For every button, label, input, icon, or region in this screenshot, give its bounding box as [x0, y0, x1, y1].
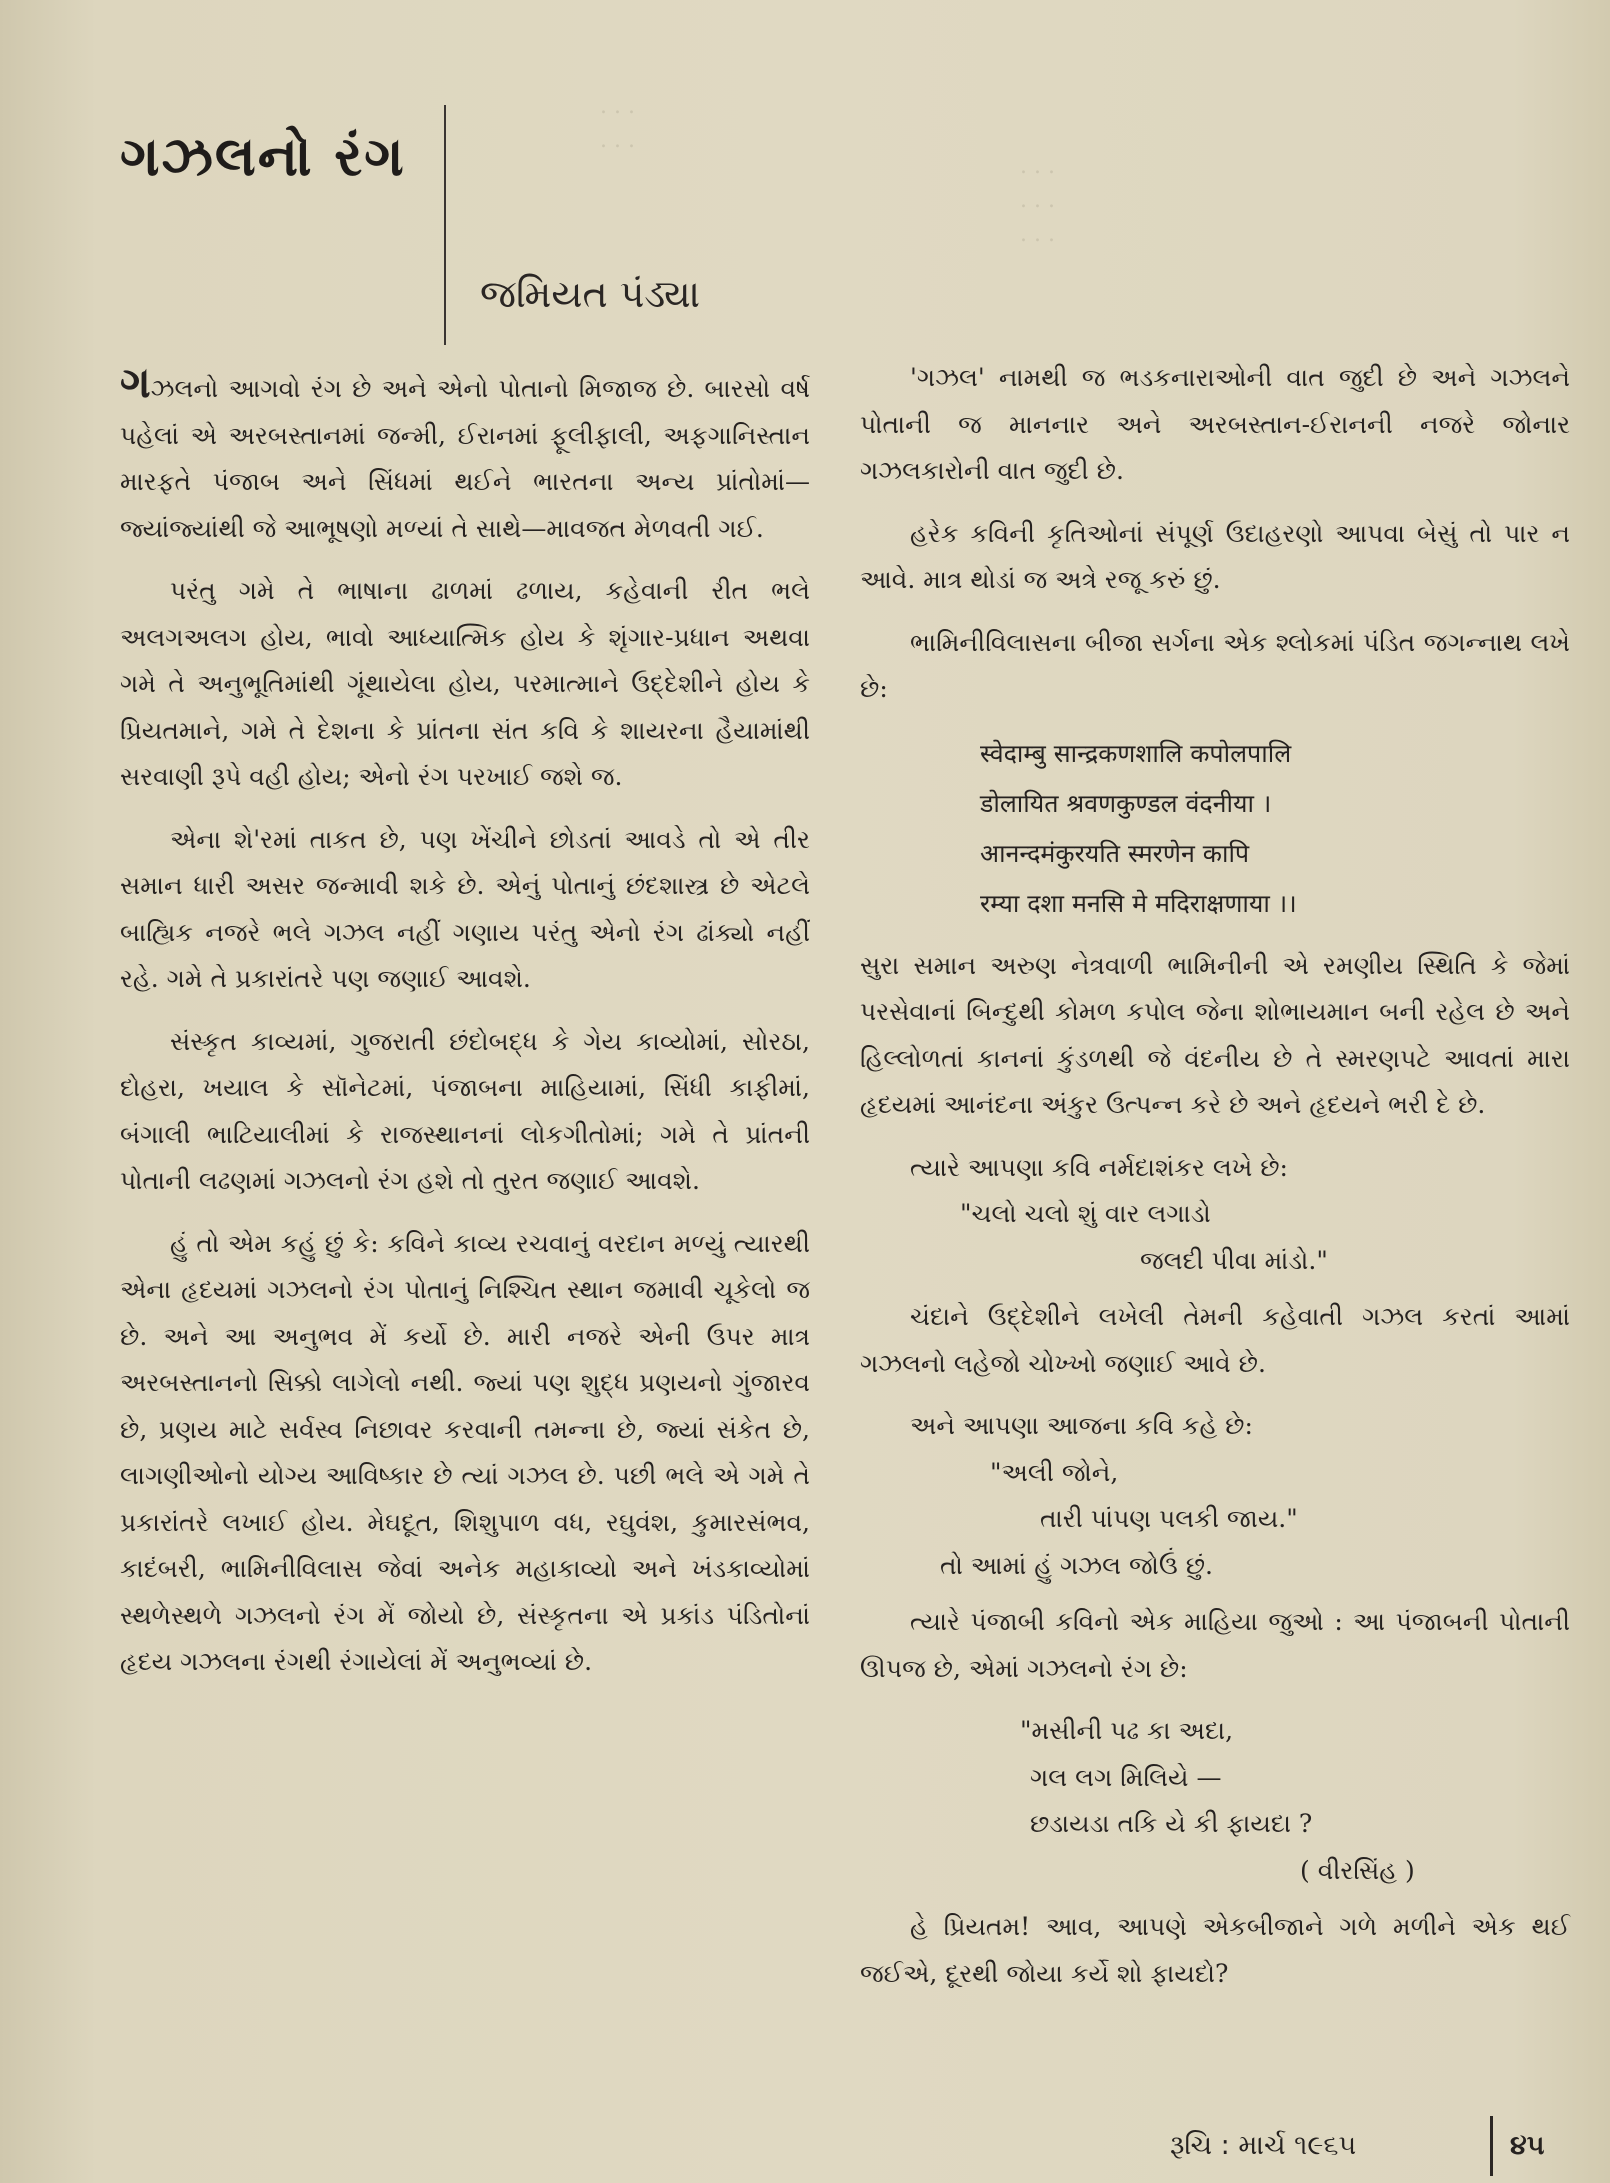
paragraph: 'ગઝલ' નામથી જ ભડકનારાઓની વાત જુદી છે અને ગઝલને પોતાની જ માનનાર અને અરબસ્તાન-ઈરાનની નજરે જોનાર ગઝલકારોની વાત જુદી છે. — [860, 363, 1570, 485]
poem-intro: અને આપણા આજના કવિ કહે છે: — [910, 1411, 1253, 1440]
paragraph: સુરા સમાન અરુણ નેત્રવાળી ભામિનીની એ રમણીય સ્થિતિ કે જેમાં પરસેવાનાં બિન્દુથી કોમળ કપોલ જેના શોભાયમાન બની રહેલ છે અને હિલ્લોળતાં કાનનાં કુંડળથી જે વંદનીય છે તે સ્મરણપટે આવતાં મારા હૃદયમાં આનંદના અંકુર ઉત્પન્ન કરે છે અને હૃદયને ભરી દે છે. — [860, 950, 1570, 1119]
poem-line: તારી પાંપણ પલકી જાય." — [1040, 1504, 1298, 1533]
poem-line: "ચલો ચલો શું વાર લગાડો — [960, 1199, 1211, 1228]
poem-line: તો આમાં હું ગઝલ જોઉં છું. — [940, 1550, 1213, 1580]
title-divider — [444, 105, 446, 345]
poem-attribution: ( વીરસિંહ ) — [1300, 1855, 1415, 1885]
poem-punjabi — [860, 1708, 1570, 1894]
verse-line: स्वेदाम्बु सान्द्रकणशालि कपोलपालि — [980, 738, 1292, 768]
article-author: જમિયત પંડ્યા — [480, 272, 701, 316]
poem-modern — [860, 1403, 1570, 1589]
page-footer — [1150, 2130, 1570, 2170]
right-column — [860, 355, 1570, 2013]
paragraph: ચંદાને ઉદ્દેશીને લખેલી તેમની કહેવાતી ગઝલ કરતાં આમાં ગઝલનો લહેજો ચોખ્ખો જણાઈ આવે છે. — [860, 1302, 1570, 1378]
article-title-block — [120, 125, 440, 245]
poem-narmad — [860, 1145, 1570, 1285]
paragraph: સંસ્કૃત કાવ્યમાં, ગુજરાતી છંદોબદ્ધ કે ગેય કાવ્યોમાં, સોરઠા, દોહરા, ખયાલ કે સૉનેટમાં, પંજાબના માહિયામાં, સિંધી કાફીમાં, બંગાલી ભાટિયાલીમાં કે રાજસ્થાનનાં લોકગીતોમાં; ગમે તે પ્રાંતની પોતાની લઢણમાં ગઝલનો રંગ હશે તો તુરત જણાઈ આવશે. — [120, 1026, 810, 1195]
paragraph: હે પ્રિયતમ! આવ, આપણે એકબીજાને ગળે મળીને એક થઈ જઈએ, દૂરથી જોયા કર્યે શો ફાયદો? — [860, 1912, 1570, 1988]
paragraph: હરેક કવિની કૃતિઓનાં સંપૂર્ણ ઉદાહરણો આપવા બેસું તો પાર ન આવે. માત્ર થોડાં જ અત્રે રજૂ કરું છું. — [860, 518, 1570, 594]
poem-line: "મસીની પઢ કા અદા, — [1020, 1716, 1234, 1745]
verse-line: रम्या दशा मनसि मे मदिराक्षणाया ।। — [980, 888, 1297, 918]
paragraph: પરંતુ ગમે તે ભાષાના ઢાળમાં ઢળાય, કહેવાની રીત ભલે અલગઅલગ હોય, ભાવો આધ્યાત્મિક હોય કે શૃંગાર-પ્રધાન અથવા ગમે તે અનુભૂતિમાંથી ગૂંથાયેલા હોય, પરમાત્માને ઉદ્દેશીને હોય કે પ્રિયતમાને, ગમે તે દેશના કે પ્રાંતના સંત કવિ કે શાયરના હૈયામાંથી સરવાણી રૂપે વહી હોય; એનો રંગ પરખાઈ જશે જ. — [120, 576, 810, 791]
paragraph: ગઝલનો આગવો રંગ છે અને એનો પોતાનો મિજાજ છે. બારસો વર્ષ પહેલાં એ અરબસ્તાનમાં જન્મી, ઈરાનમાં ફૂલીફાલી, અફગાનિસ્તાન મારફતે પંજાબ અને સિંધમાં થઈને ભારતના અન્ય પ્રાંતોમાં—જ્યાંજ્યાંથી જે આભૂષણો મળ્યાં તે સાથે—માવજત મેળવતી ગઈ. — [120, 358, 810, 543]
sanskrit-verse — [980, 729, 1570, 929]
poem-intro: ત્યારે આપણા કવિ નર્મદાશંકર લખે છે: — [910, 1152, 1288, 1182]
paragraph: હું તો એમ કહું છું કે: કવિને કાવ્ય રચવાનું વરદાન મળ્યું ત્યારથી એના હૃદયમાં ગઝલનો રંગ પોતાનું નિશ્ચિત સ્થાન જમાવી ચૂકેલો જ છે. અને આ અનુભવ મેં કર્યો છે. મારી નજરે એની ઉપર માત્ર અરબસ્તાનનો સિક્કો લાગેલો નથી. જ્યાં પણ શુદ્ધ પ્રણયનો ગુંજારવ છે, પ્રણય માટે સર્વસ્વ નિછાવર કરવાની તમન્ના છે, જ્યાં સંકેત છે, લાગણીઓનો યોગ્ય આવિષ્કાર છે ત્યાં ગઝલ છે. પછી ભલે એ ગમે તે પ્રકારાંતરે લખાઈ હોય. મેઘદૂત, શિશુપાળ વધ, રઘુવંશ, કુમારસંભવ, કાદંબરી, ભામિનીવિલાસ જેવાં અનેક મહાકાવ્યો અને ખંડકાવ્યોમાં સ્થળેસ્થળે ગઝલનો રંગ મેં જોયો છે, સંસ્કૃતના એ પ્રકાંડ પંડિતોનાં હૃદય ગઝલના રંગથી રંગાયેલાં મેં અનુભવ્યાં છે. — [120, 1228, 810, 1676]
bleed-through-text: . . . . . . — [600, 94, 635, 153]
article-title: ગઝલનો રંગ — [120, 125, 406, 188]
paragraph: એના શે'રમાં તાકત છે, પણ ખેંચીને છોડતાં આવડે તો એ તીર સમાન ધારી અસર જન્માવી શકે છે. એનું પોતાનું છંદશાસ્ત્ર છે એટલે બાહ્યિક નજરે ભલે ગઝલ નહીં ગણાય પરંતુ એનો રંગ ઢાંક્યો નહીં રહે. ગમે તે પ્રકારાંતરે પણ જણાઈ આવશે. — [120, 824, 810, 993]
poem-line: ગલ લગ મિલિયે — — [1030, 1762, 1222, 1792]
bleed-through-text: . . . . . . . . . — [1020, 154, 1055, 247]
verse-line: आनन्दमंकुरयति स्मरणेन कापि — [980, 838, 1250, 868]
footer-divider — [1490, 2116, 1493, 2176]
drop-cap: ગ — [120, 358, 151, 407]
poem-line: છડાયડા તકિ યે કી ફાયદા ? — [1030, 1809, 1313, 1838]
paragraph: ભામિનીવિલાસના બીજા સર્ગના એક શ્લોકમાં પંડિત જગન્નાથ લખે છે: — [860, 627, 1570, 703]
poem-line: જલદી પીવા માંડો." — [1140, 1245, 1328, 1275]
paragraph: ત્યારે પંજાબી કવિનો એક માહિયા જુઓ : આ પંજાબની પોતાની ઊપજ છે, એમાં ગઝલનો રંગ છે: — [860, 1607, 1570, 1683]
magazine-issue: રૂચિ : માર્ચ ૧૯૬૫ — [1170, 2130, 1357, 2161]
poem-line: "અલી જોને, — [990, 1457, 1119, 1487]
verse-line: डोलायित श्रवणकुण्डल वंदनीया । — [980, 788, 1272, 818]
page-number: ૪૫ — [1510, 2130, 1545, 2161]
left-column — [120, 360, 810, 1702]
